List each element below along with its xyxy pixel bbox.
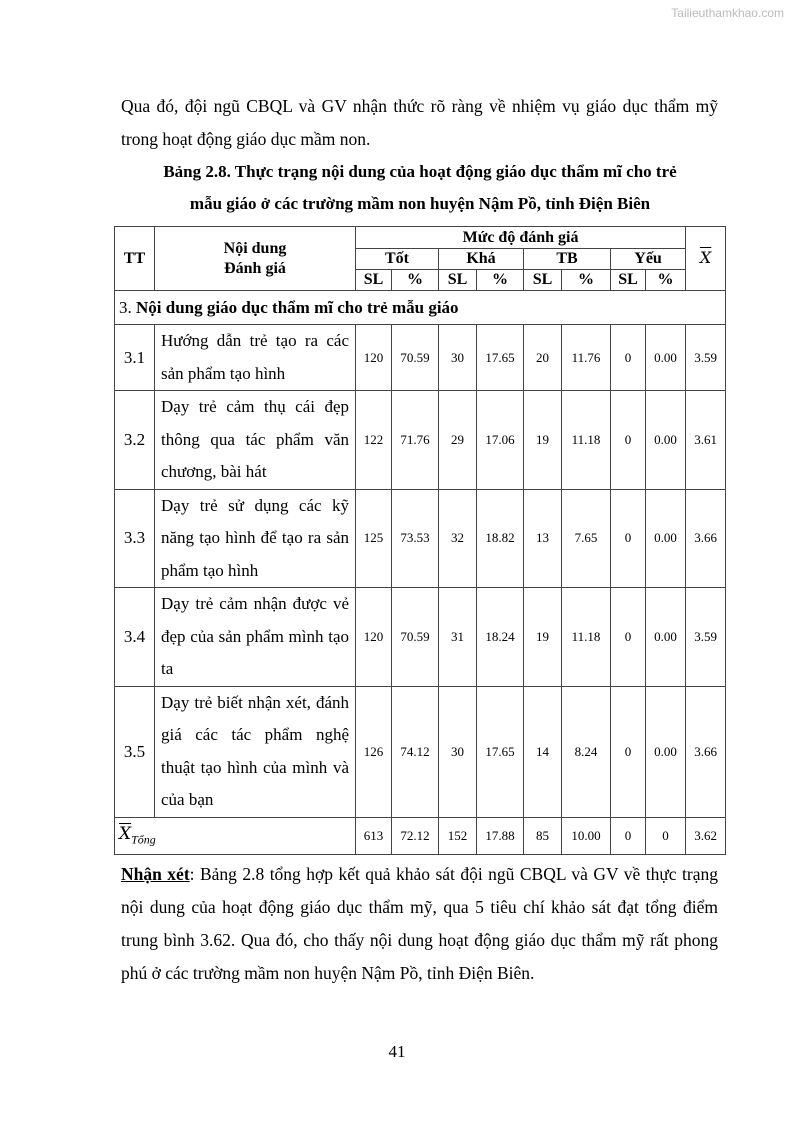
subheader-pct: % bbox=[646, 270, 686, 291]
row-value: 122 bbox=[356, 391, 392, 490]
row-value: 17.06 bbox=[477, 391, 524, 490]
row-value: 126 bbox=[356, 686, 392, 817]
row-value: 0.00 bbox=[646, 489, 686, 588]
row-value: 31 bbox=[439, 588, 477, 687]
row-number: 3.2 bbox=[115, 391, 155, 490]
table-row bbox=[115, 325, 726, 391]
row-content: Dạy trẻ sử dụng các kỹ năng tạo hình để tạo ra sản phẩm tạo hình bbox=[155, 489, 356, 588]
row-value: 3.61 bbox=[686, 391, 726, 490]
row-value: 14 bbox=[524, 686, 562, 817]
header-kha: Khá bbox=[439, 249, 524, 270]
row-value: 0 bbox=[611, 325, 646, 391]
row-value: 11.76 bbox=[562, 325, 611, 391]
row-value: 3.66 bbox=[686, 489, 726, 588]
row-value: 0.00 bbox=[646, 325, 686, 391]
remark-paragraph: Nhận xét: Bảng 2.8 tổng hợp kết quả khảo sát đội ngũ CBQL và GV về thực trạng nội dung của hoạt động giáo dục thẩm mỹ, qua 5 tiêu chí khảo sát đạt tổng điểm trung bình 3.62. Qua đó, cho thấy nội dung hoạt động giáo dục thẩm mỹ rất phong phú ở các trường mầm non huyện Nậm Pồ, tỉnh Điện Biên. bbox=[121, 864, 718, 983]
subheader-pct: % bbox=[562, 270, 611, 291]
row-content: Hướng dẫn trẻ tạo ra các sản phẩm tạo hình bbox=[155, 325, 356, 391]
row-value: 74.12 bbox=[392, 686, 439, 817]
row-value: 0.00 bbox=[646, 588, 686, 687]
header-mean: $\overline{X}$ bbox=[686, 227, 726, 291]
total-value: 17.88 bbox=[477, 817, 524, 854]
row-content: Dạy trẻ biết nhận xét, đánh giá các tác phẩm nghệ thuật tạo hình của mình và của bạn bbox=[155, 686, 356, 817]
row-value: 3.59 bbox=[686, 588, 726, 687]
row-value: 3.66 bbox=[686, 686, 726, 817]
header-tot: Tốt bbox=[356, 249, 439, 270]
row-content: Dạy trẻ cảm thụ cái đẹp thông qua tác phẩm văn chương, bài hát bbox=[155, 391, 356, 490]
row-value: 17.65 bbox=[477, 325, 524, 391]
header-level: Mức độ đánh giá bbox=[356, 227, 686, 249]
row-value: 11.18 bbox=[562, 588, 611, 687]
row-value: 0 bbox=[611, 489, 646, 588]
section-row: 3. Nội dung giáo dục thẩm mĩ cho trẻ mẫu giáo bbox=[115, 291, 726, 325]
total-value: 0 bbox=[646, 817, 686, 854]
header-yeu: Yếu bbox=[611, 249, 686, 270]
row-content: Dạy trẻ cảm nhận được vẻ đẹp của sản phẩm mình tạo ta bbox=[155, 588, 356, 687]
total-label: $\overline{X}_{Tổng}$ bbox=[115, 817, 356, 854]
intro-paragraph: Qua đó, đội ngũ CBQL và GV nhận thức rõ ràng về nhiệm vụ giáo dục thẩm mỹ trong hoạt động giáo dục mầm non. bbox=[121, 96, 718, 149]
header-tt: TT bbox=[115, 227, 155, 291]
row-value: 0 bbox=[611, 391, 646, 490]
row-value: 71.76 bbox=[392, 391, 439, 490]
row-number: 3.4 bbox=[115, 588, 155, 687]
total-value: 85 bbox=[524, 817, 562, 854]
row-value: 11.18 bbox=[562, 391, 611, 490]
row-value: 19 bbox=[524, 588, 562, 687]
subheader-sl: SL bbox=[524, 270, 562, 291]
row-number: 3.5 bbox=[115, 686, 155, 817]
table-row bbox=[115, 588, 726, 687]
row-value: 19 bbox=[524, 391, 562, 490]
table-caption-line2: mẫu giáo ở các trường mầm non huyện Nậm Pồ, tỉnh Điện Biên bbox=[189, 194, 651, 213]
row-number: 3.1 bbox=[115, 325, 155, 391]
total-value: 0 bbox=[611, 817, 646, 854]
total-value: 613 bbox=[356, 817, 392, 854]
table-row bbox=[115, 489, 726, 588]
row-value: 120 bbox=[356, 325, 392, 391]
row-value: 70.59 bbox=[392, 588, 439, 687]
watermark: Tailieuthamkhao.com bbox=[671, 6, 784, 20]
row-value: 18.82 bbox=[477, 489, 524, 588]
total-value: 152 bbox=[439, 817, 477, 854]
row-value: 70.59 bbox=[392, 325, 439, 391]
row-value: 0 bbox=[611, 686, 646, 817]
subheader-sl: SL bbox=[439, 270, 477, 291]
row-value: 17.65 bbox=[477, 686, 524, 817]
page-number: 41 bbox=[388, 1042, 406, 1061]
total-value: 3.62 bbox=[686, 817, 726, 854]
row-value: 7.65 bbox=[562, 489, 611, 588]
row-value: 30 bbox=[439, 325, 477, 391]
row-value: 0 bbox=[611, 588, 646, 687]
table-caption-line1: Bảng 2.8. Thực trạng nội dung của hoạt động giáo dục thẩm mĩ cho trẻ bbox=[163, 162, 677, 181]
row-value: 32 bbox=[439, 489, 477, 588]
row-value: 13 bbox=[524, 489, 562, 588]
row-value: 0.00 bbox=[646, 391, 686, 490]
header-content: Nội dung Đánh giá bbox=[155, 227, 356, 291]
row-value: 8.24 bbox=[562, 686, 611, 817]
row-value: 18.24 bbox=[477, 588, 524, 687]
subheader-pct: % bbox=[392, 270, 439, 291]
row-value: 20 bbox=[524, 325, 562, 391]
header-tb: TB bbox=[524, 249, 611, 270]
row-value: 73.53 bbox=[392, 489, 439, 588]
total-value: 72.12 bbox=[392, 817, 439, 854]
total-value: 10.00 bbox=[562, 817, 611, 854]
row-value: 120 bbox=[356, 588, 392, 687]
row-value: 125 bbox=[356, 489, 392, 588]
row-value: 0.00 bbox=[646, 686, 686, 817]
table-row bbox=[115, 686, 726, 817]
row-number: 3.3 bbox=[115, 489, 155, 588]
row-value: 29 bbox=[439, 391, 477, 490]
subheader-pct: % bbox=[477, 270, 524, 291]
subheader-sl: SL bbox=[611, 270, 646, 291]
row-value: 30 bbox=[439, 686, 477, 817]
table-row bbox=[115, 391, 726, 490]
data-table bbox=[114, 226, 726, 855]
row-value: 3.59 bbox=[686, 325, 726, 391]
subheader-sl: SL bbox=[356, 270, 392, 291]
